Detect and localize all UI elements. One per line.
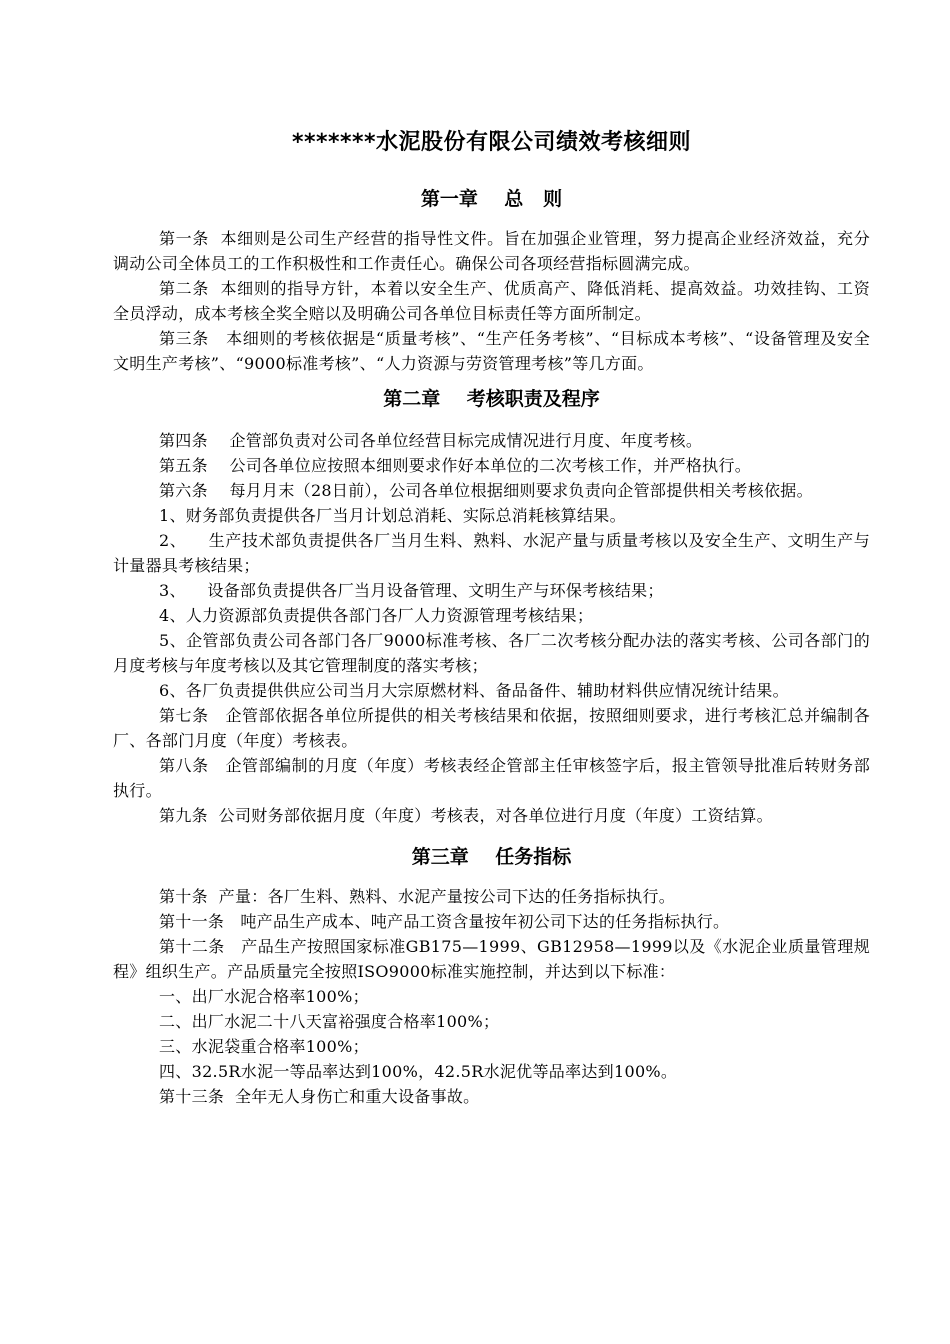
article-2: 第二条 本细则的指导方针，本着以安全生产、优质高产、降低消耗、提高效益。功效挂钩、工资全员浮动，成本考核全奖全赔以及明确公司各单位目标责任等方面所制定。 xyxy=(113,279,870,323)
article-11: 第十一条 吨产品生产成本、吨产品工资含量按年初公司下达的任务指标执行。 xyxy=(159,912,730,931)
article-8: 第八条 企管部编制的月度（年度）考核表经企管部主任审核签字后，报主管领导批准后转财务部执行。 xyxy=(113,756,870,800)
standard-item-2: 二、出厂水泥二十八天富裕强度合格率100%； xyxy=(159,1012,500,1031)
article-1: 第一条 本细则是公司生产经营的指导性文件。旨在加强企业管理，努力提高企业经济效益，充分调动公司全体员工的工作积极性和工作责任心。确保公司各项经营指标圆满完成。 xyxy=(113,229,870,273)
article-13: 第十三条 全年无人身伤亡和重大设备事故。 xyxy=(159,1087,480,1106)
list-item-2: 2、 生产技术部负责提供各厂当月生料、熟料、水泥产量与质量考核以及安全生产、文明生产与计量器具考核结果； xyxy=(113,531,870,575)
standard-item-3: 三、水泥袋重合格率100%； xyxy=(159,1037,369,1056)
article-9: 第九条 公司财务部依据月度（年度）考核表，对各单位进行月度（年度）工资结算。 xyxy=(159,806,773,825)
list-item-3: 3、 设备部负责提供各厂当月设备管理、文明生产与环保考核结果； xyxy=(159,581,664,600)
chapter-heading: 第一章 总 则 xyxy=(420,188,563,210)
article-12: 第十二条 产品生产按照国家标准GB175—1999、GB12958—1999以及《水泥企业质量管理规程》组织生产。产品质量完全按照ISO9000标准实施控制，并达到以下标准： xyxy=(113,937,870,981)
article-6: 第六条 每月月末（28日前），公司各单位根据细则要求负责向企管部提供相关考核依据。 xyxy=(159,481,813,500)
document-title: *******水泥股份有限公司绩效考核细则 xyxy=(291,130,692,155)
article-3: 第三条 本细则的考核依据是“质量考核”、“生产任务考核”、“目标成本考核”、“设备管理及安全文明生产考核”、“9000标准考核”、“人力资源与劳资管理考核”等几方面。 xyxy=(113,329,870,373)
article-5: 第五条 公司各单位应按照本细则要求作好本单位的二次考核工作，并严格执行。 xyxy=(159,456,752,475)
article-4: 第四条 企管部负责对公司各单位经营目标完成情况进行月度、年度考核。 xyxy=(159,431,703,450)
chapter-heading: 第二章 考核职责及程序 xyxy=(383,388,600,410)
list-item-1: 1、财务部负责提供各厂当月计划总消耗、实际总消耗核算结果。 xyxy=(159,506,626,525)
standard-item-4: 四、32.5R水泥一等品率达到100%，42.5R水泥优等品率达到100%。 xyxy=(159,1062,678,1081)
chapter-2 xyxy=(113,384,870,828)
article-7: 第七条 企管部依据各单位所提供的相关考核结果和依据，按照细则要求，进行考核汇总并编制各厂、各部门月度（年度）考核表。 xyxy=(113,706,870,750)
document-page xyxy=(113,128,870,1109)
list-item-4: 4、人力资源部负责提供各部门各厂人力资源管理考核结果； xyxy=(159,606,594,625)
list-item-6: 6、各厂负责提供供应公司当月大宗原燃材料、备品备件、辅助材料供应情况统计结果。 xyxy=(159,681,789,700)
article-10: 第十条 产量：各厂生料、熟料、水泥产量按公司下达的任务指标执行。 xyxy=(159,887,676,906)
standard-item-1: 一、出厂水泥合格率100%； xyxy=(159,987,369,1006)
chapter-3 xyxy=(113,842,870,1109)
list-item-5: 5、企管部负责公司各部门各厂9000标准考核、各厂二次考核分配办法的落实考核、公司各部门的月度考核与年度考核以及其它管理制度的落实考核； xyxy=(113,631,870,675)
chapter-heading: 第三章 任务指标 xyxy=(411,846,572,868)
chapter-1 xyxy=(113,184,870,376)
